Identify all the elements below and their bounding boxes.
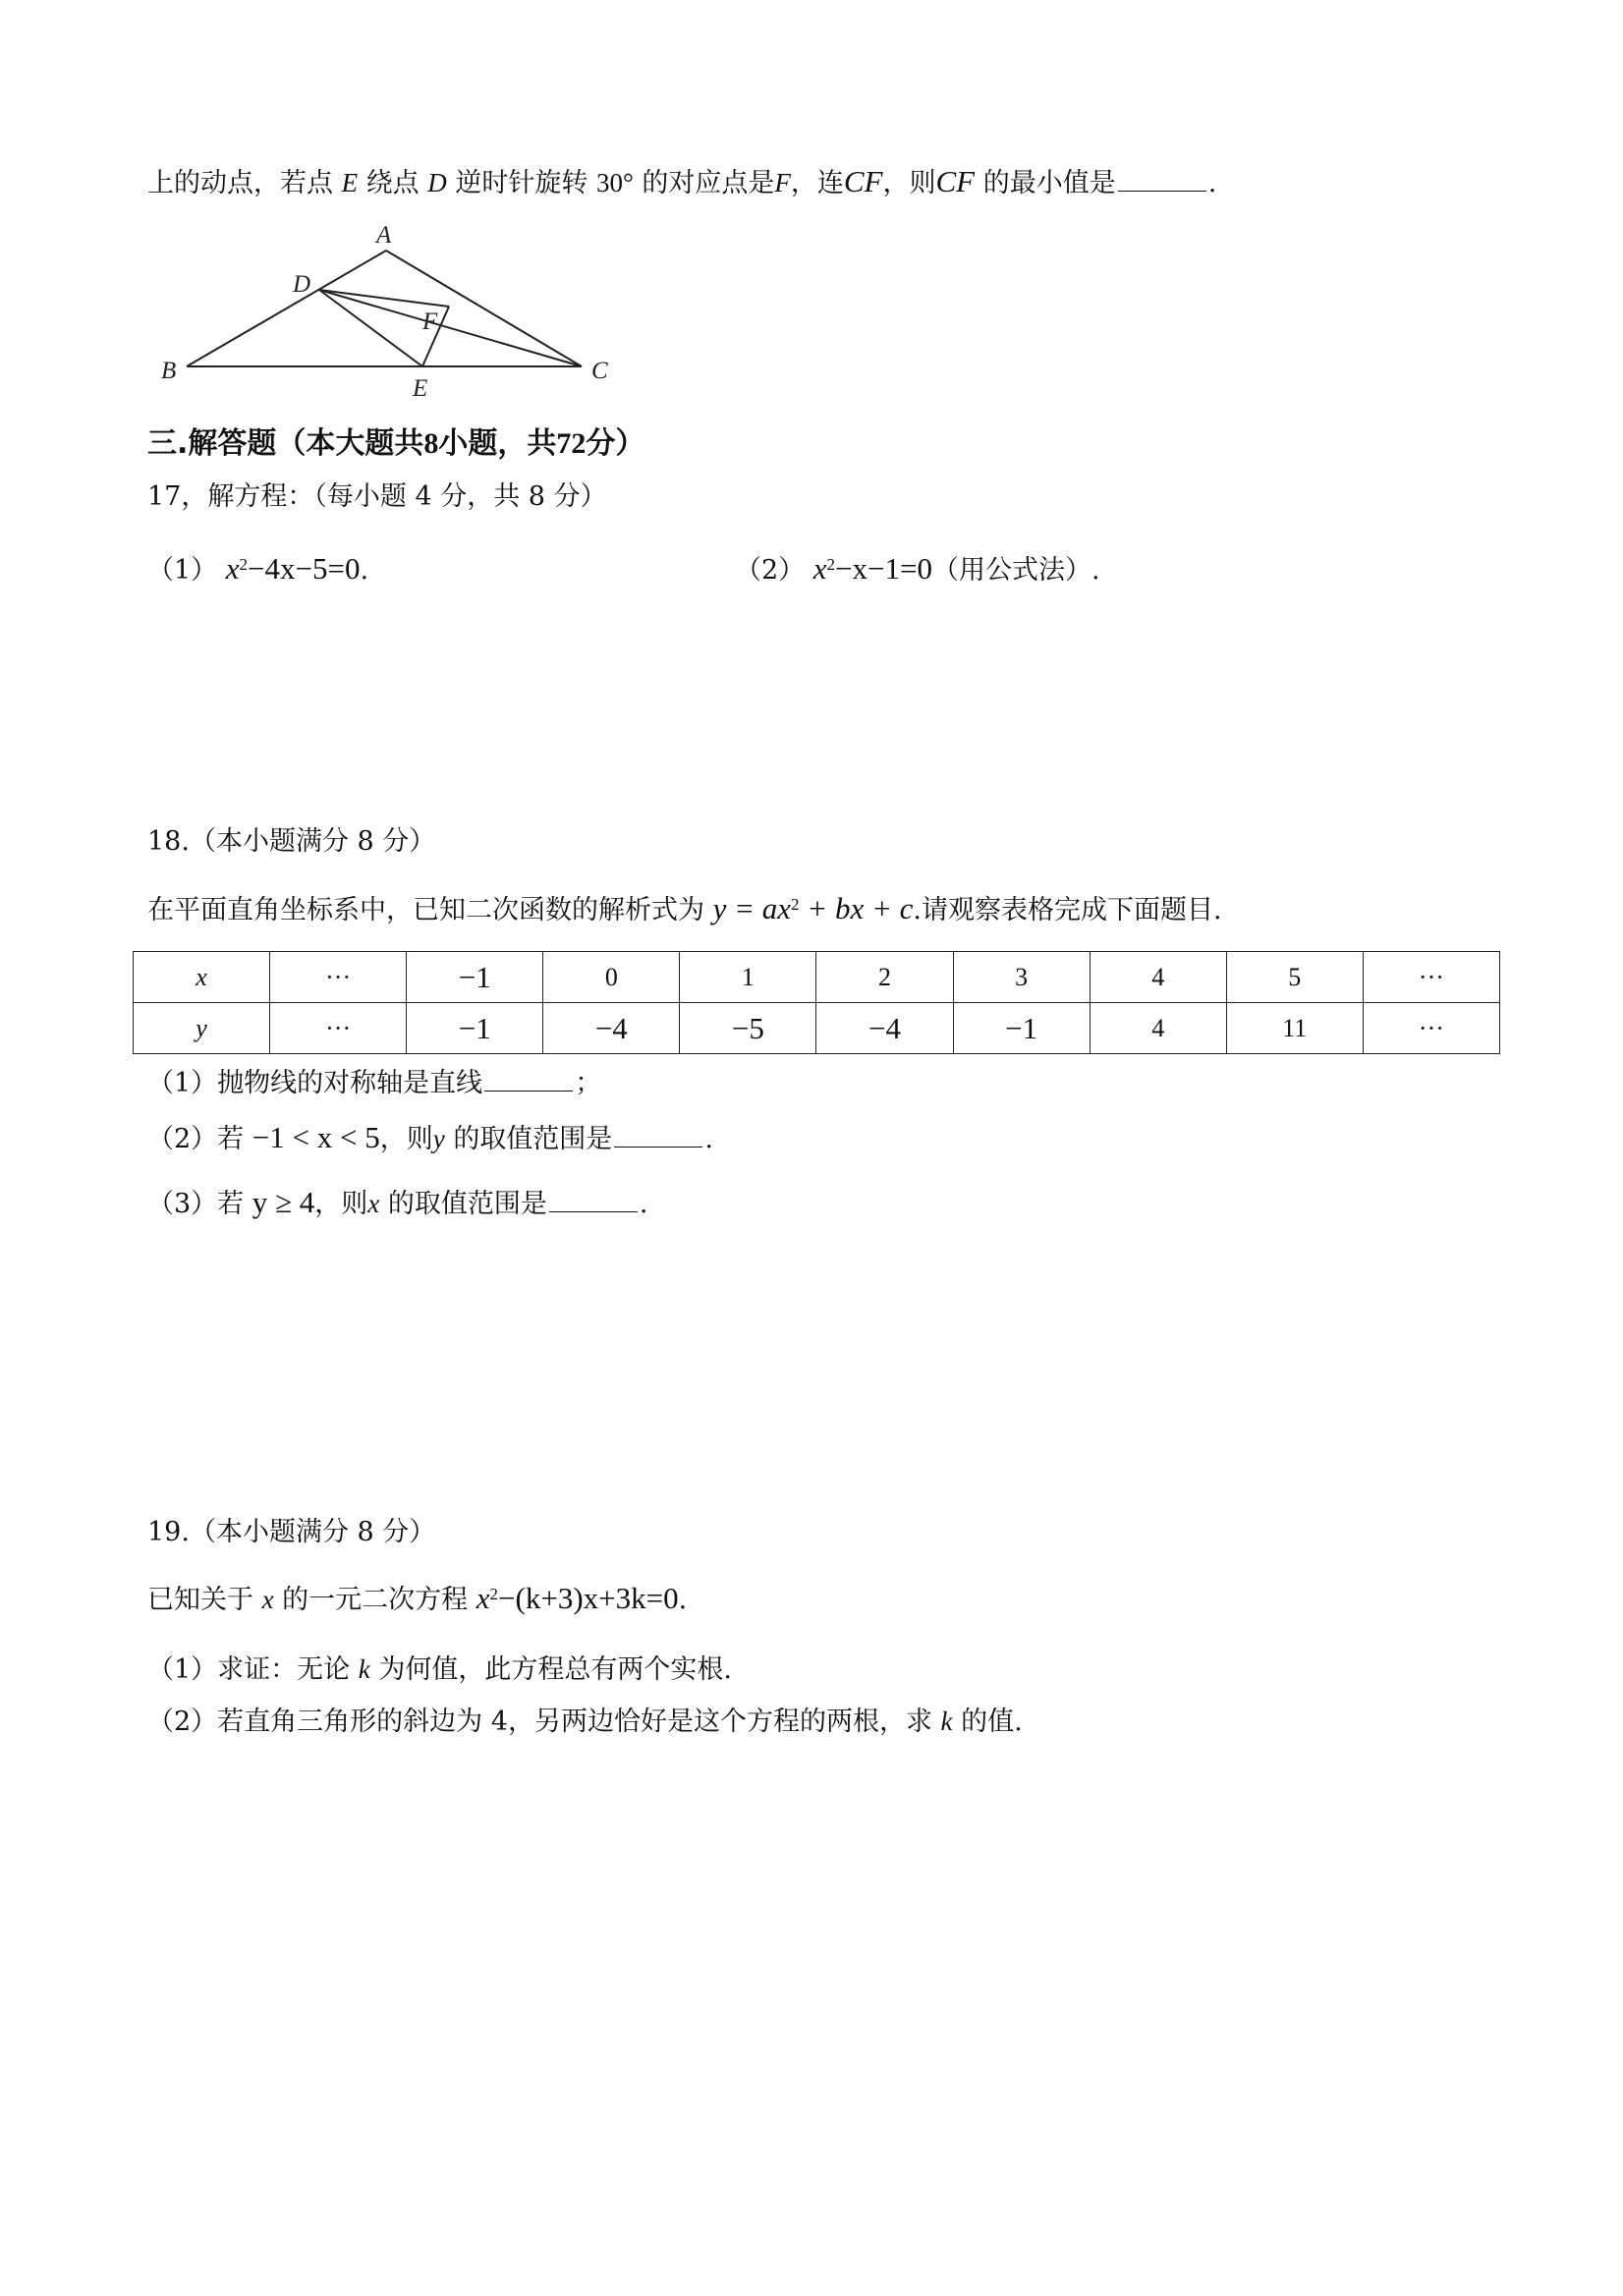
label-a: A: [376, 222, 392, 249]
table-cell: ···: [270, 1003, 407, 1054]
q17-part2: （2） $x^2-x-1=0$（用公式法）.: [735, 551, 1100, 586]
answer-blank[interactable]: [1118, 165, 1206, 192]
table-cell: 2: [816, 952, 953, 1003]
q18-function: $y = ax^2$ + bx + c: [712, 891, 914, 925]
table-cell: −5: [680, 1003, 816, 1054]
table-cell: ···: [270, 952, 407, 1003]
q19-part1: （1）求证：无论 k 为何值，此方程总有两个实根.: [147, 1654, 732, 1685]
label-f: F: [422, 308, 438, 335]
triangle-figure: [147, 221, 629, 408]
label-d: D: [293, 271, 311, 298]
table-cell: 0: [543, 952, 680, 1003]
q19-equation: $x^2-(k+3)x+3k=0$: [476, 1581, 679, 1615]
label-b: B: [161, 358, 177, 384]
table-cell: −1: [953, 1003, 1090, 1054]
table-cell: 3: [953, 952, 1090, 1003]
q18-part2: （2）若 −1 < x < 5，则y 的取值范围是 .: [147, 1120, 713, 1154]
table-cell: −1: [407, 1003, 543, 1054]
table-cell: 4: [1090, 1003, 1226, 1054]
label-c: C: [591, 358, 608, 384]
table-cell: 4: [1090, 952, 1226, 1003]
segment-ab: [187, 251, 386, 366]
answer-blank[interactable]: [484, 1065, 573, 1092]
q17-header: 17，解方程：（每小题 4 分，共 8 分）: [147, 481, 607, 512]
table-header-y: y: [134, 1003, 270, 1054]
table-cell: ···: [1363, 952, 1499, 1003]
q19-intro: 已知关于 x 的一元二次方程 $x^2-(k+3)x+3k=0$.: [147, 1581, 688, 1615]
q19-part2: （2）若直角三角形的斜边为 4，另两边恰好是这个方程的两根，求 k 的值.: [147, 1707, 1023, 1737]
table-row-y: [134, 1003, 1500, 1054]
q17-part1: （1） $x^2-4x-5=0$.: [147, 551, 369, 586]
section-3-title: 三.解答题（本大题共8小题，共72分）: [147, 426, 645, 461]
table-cell: ···: [1363, 1003, 1499, 1054]
value-table: [133, 951, 1500, 1054]
table-row-x: [134, 952, 1500, 1003]
segment-ac: [386, 251, 582, 366]
table-cell: 1: [680, 952, 816, 1003]
table-cell: 5: [1226, 952, 1363, 1003]
table-cell: −1: [407, 952, 543, 1003]
q18-part1: （1）抛物线的对称轴是直线 ；: [147, 1065, 601, 1102]
q19-header: 19.（本小题满分 8 分）: [147, 1517, 436, 1547]
q18-header: 18.（本小题满分 8 分）: [147, 826, 436, 857]
table-cell: −4: [816, 1003, 953, 1054]
q16-tail-line: 上的动点，若点 E 绕点 D 逆时针旋转 30° 的对应点是F，连CF，则CF 的最小值是 .: [147, 164, 1217, 198]
table-cell: −4: [543, 1003, 680, 1054]
table-cell: 11: [1226, 1003, 1363, 1054]
q17-eq2: $x^2-x-1=0$: [812, 551, 932, 586]
answer-blank[interactable]: [549, 1186, 638, 1212]
label-e: E: [413, 375, 428, 402]
answer-blank[interactable]: [614, 1121, 702, 1148]
q18-part3: （3）若 y ≥ 4，则x 的取值范围是 .: [147, 1185, 648, 1219]
segment-dc: [319, 290, 582, 366]
table-header-x: x: [134, 952, 270, 1003]
q17-eq1: $x^2-4x-5=0$: [225, 551, 361, 586]
q18-intro: 在平面直角坐标系中，已知二次函数的解析式为 $y = ax^2$ + bx + c.请观察表格完成下面题目.: [147, 891, 1222, 925]
